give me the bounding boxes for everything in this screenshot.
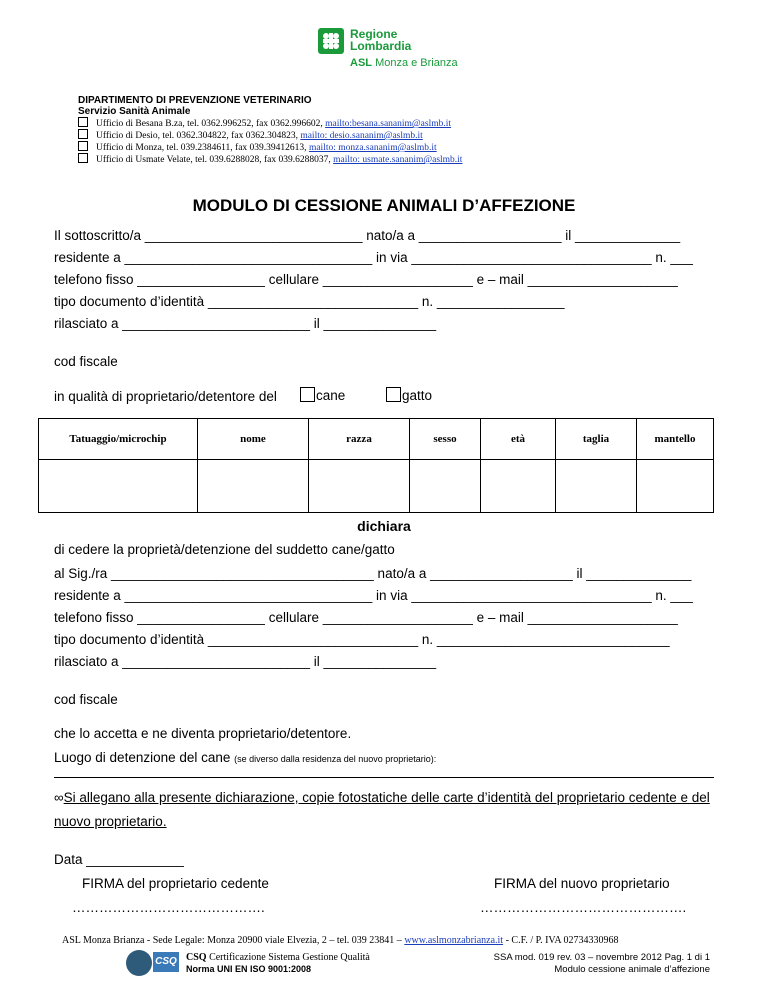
buyer-address-line[interactable]: residente a _________________________________ in via ________________________________ n. ___ (54, 588, 693, 603)
seller-signature-line[interactable]: ……………………………………. (72, 900, 265, 915)
luogo-line: Luogo di detenzione del cane (se diverso dalla residenza del nuovo proprietario): (54, 750, 437, 765)
email-link[interactable]: mailto: desio.sananim@aslmb.it (300, 131, 423, 141)
footer-legal: ASL Monza Brianza - Sede Legale: Monza 20900 viale Elvezia, 2 – tel. 039 23841 – www.aslmonzabrianza.it - C.F. / P. IVA 02734330968 (62, 935, 619, 946)
seller-issued-line[interactable]: rilasciato a _________________________ il _______________ (54, 316, 437, 331)
header-microchip: Tatuaggio/microchip (39, 419, 198, 460)
email-link[interactable]: mailto: monza.sananim@aslmb.it (308, 143, 437, 153)
checkbox-gatto[interactable]: gatto (386, 387, 432, 403)
cell-razza[interactable] (309, 460, 410, 513)
animal-table (38, 418, 714, 513)
bullet-icon: ∞ (54, 790, 64, 805)
owner-qualita-label: in qualità di proprietario/detentore del (54, 389, 277, 404)
certification-seal-icon (126, 950, 152, 976)
seller-fiscal-code-label: cod fiscale (54, 354, 118, 369)
office-desio: Ufficio di Desio, tel. 0362.304822, fax 0362.304823, mailto: desio.sananim@aslmb.it (78, 129, 423, 141)
cell-eta[interactable] (481, 460, 556, 513)
buyer-issued-line[interactable]: rilasciato a _________________________ il _______________ (54, 654, 437, 669)
cell-mantello[interactable] (637, 460, 714, 513)
logo-text: Regione Lombardia (350, 27, 412, 53)
seller-signature-label: FIRMA del proprietario cedente (82, 876, 269, 891)
form-title: MODULO DI CESSIONE ANIMALI D’AFFEZIONE (192, 196, 576, 215)
header-razza: razza (309, 419, 410, 460)
regione-lombardia-logo-icon (318, 28, 344, 54)
buyer-document-line[interactable]: tipo documento d’identità ____________________________ n. _______________________________ (54, 632, 670, 647)
csq-certification: CSQ Certificazione Sistema Gestione Qualità (186, 952, 370, 963)
website-link[interactable]: www.aslmonzabrianza.it (404, 935, 504, 946)
accetta-text: che lo accetta e ne diventa proprietario/detentore. (54, 726, 352, 741)
iso-norm: Norma UNI EN ISO 9001:2008 (186, 964, 312, 974)
module-name: Modulo cessione animale d’affezione (554, 964, 710, 975)
attachments-note: ∞Si allegano alla presente dichiarazione, copie fotostatiche delle carte d’identità del proprietario cedente e del nuovo proprietario. (54, 790, 710, 829)
department-title: DIPARTIMENTO DI PREVENZIONE VETERINARIO (78, 95, 312, 106)
csq-logo-icon: CSQ (153, 952, 179, 972)
module-revision: SSA mod. 019 rev. 03 – novembre 2012 Pag. 1 di 1 (493, 952, 710, 963)
table-header-row (39, 419, 714, 460)
logo-subtitle: ASL Monza e Brianza (350, 57, 458, 69)
seller-address-line[interactable]: residente a _________________________________ in via ________________________________ n. ___ (54, 250, 693, 265)
office-besana: Ufficio di Besana B.za, tel. 0362.996252, fax 0362.996602, mailto:besana.sananim@aslmb.it (78, 117, 451, 129)
cell-taglia[interactable] (556, 460, 637, 513)
header-mantello: mantello (637, 419, 714, 460)
transfer-intro: di cedere la proprietà/detenzione del suddetto cane/gatto (54, 542, 395, 557)
buyer-name-line[interactable]: al Sig./ra ___________________________________ nato/a a ___________________ il ______________ (54, 566, 692, 581)
office-monza: Ufficio di Monza, tel. 039.2384611, fax 039.39412613, mailto: monza.sananim@aslmb.it (78, 141, 437, 153)
email-link[interactable]: mailto: usmate.sananim@aslmb.it (333, 155, 463, 165)
header-nome: nome (198, 419, 309, 460)
seller-document-line[interactable]: tipo documento d’identità ____________________________ n. _________________ (54, 294, 565, 309)
header-sesso: sesso (410, 419, 481, 460)
cell-nome[interactable] (198, 460, 309, 513)
seller-contact-line[interactable]: telefono fisso _________________ cellulare ____________________ e – mail ____________________ (54, 272, 678, 287)
dichiara-heading: dichiara (357, 518, 411, 534)
cell-microchip[interactable] (39, 460, 198, 513)
email-link[interactable]: mailto:besana.sananim@aslmb.it (325, 119, 451, 129)
service-title: Servizio Sanità Animale (78, 106, 191, 117)
cell-sesso[interactable] (410, 460, 481, 513)
buyer-signature-label: FIRMA del nuovo proprietario (494, 876, 670, 891)
buyer-contact-line[interactable]: telefono fisso _________________ cellulare ____________________ e – mail ____________________ (54, 610, 678, 625)
buyer-signature-line[interactable]: ………………………………………. (480, 900, 687, 915)
table-row (39, 460, 714, 513)
date-line[interactable]: Data _____________ (54, 852, 184, 867)
buyer-fiscal-code-label: cod fiscale (54, 692, 118, 707)
checkbox-cane[interactable]: cane (300, 387, 345, 403)
header-taglia: taglia (556, 419, 637, 460)
seller-name-line[interactable]: Il sottoscritto/a _____________________________ nato/a a ___________________ il ______________ (54, 228, 681, 243)
luogo-input-line[interactable] (54, 777, 714, 778)
header-eta: età (481, 419, 556, 460)
office-usmate: Ufficio di Usmate Velate, tel. 039.6288028, fax 039.6288037, mailto: usmate.sananim@aslmb.it (78, 153, 462, 165)
